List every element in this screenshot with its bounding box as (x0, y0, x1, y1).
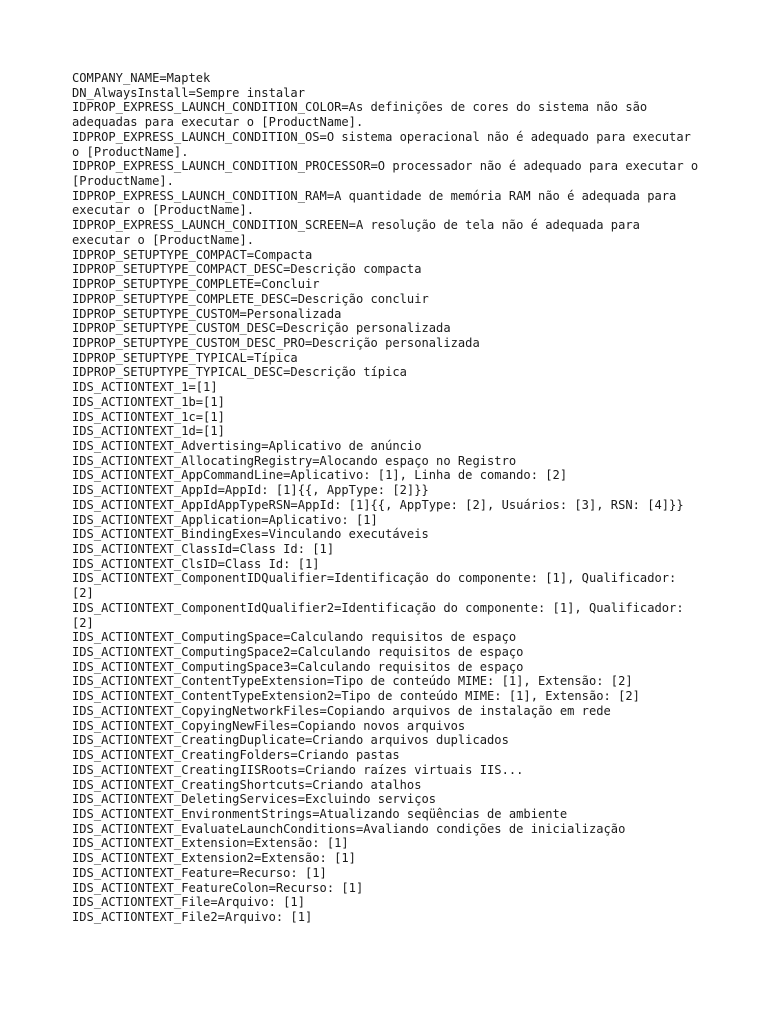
text-line: IDPROP_SETUPTYPE_COMPLETE_DESC=Descrição concluir (72, 291, 429, 306)
text-line: IDS_ACTIONTEXT_Extension=Extensão: [1] (72, 836, 349, 851)
text-line: IDS_ACTIONTEXT_CreatingFolders=Criando pastas (72, 748, 400, 763)
text-line: IDS_ACTIONTEXT_AllocatingRegistry=Alocando espaço no Registro (72, 453, 517, 468)
text-line: IDS_ACTIONTEXT_AppId=AppId: [1]{{, AppType: [2]}} (72, 483, 429, 498)
text-line: IDPROP_EXPRESS_LAUNCH_CONDITION_PROCESSOR=O processador não é adequado para executar o [ProductName]. (72, 159, 699, 189)
text-line: IDPROP_SETUPTYPE_CUSTOM=Personalizada (72, 306, 342, 321)
text-line: IDS_ACTIONTEXT_ClassId=Class Id: [1] (72, 542, 335, 556)
text-line: IDS_ACTIONTEXT_Application=Aplicativo: [1] (72, 512, 378, 527)
text-line: DN_AlwaysInstall=Sempre instalar (72, 85, 305, 100)
text-line: IDPROP_SETUPTYPE_COMPACT_DESC=Descrição compacta (72, 262, 422, 277)
text-line: IDS_ACTIONTEXT_1b=[1] (72, 394, 225, 409)
text-line: IDS_ACTIONTEXT_CreatingIISRoots=Criando raízes virtuais IIS... (72, 762, 524, 777)
text-line: IDPROP_SETUPTYPE_COMPLETE=Concluir (72, 277, 320, 292)
document-page (72, 71, 702, 925)
text-line: IDPROP_EXPRESS_LAUNCH_CONDITION_COLOR=As definições de cores do sistema não são adequadas para executar o [ProductName]. (72, 100, 648, 130)
text-line: IDS_ACTIONTEXT_AppCommandLine=Aplicativo: [1], Linha de comando: [2] (72, 468, 568, 483)
text-line: IDS_ACTIONTEXT_File=Arquivo: [1] (72, 895, 305, 910)
text-line: IDPROP_SETUPTYPE_TYPICAL=Típica (72, 350, 298, 365)
text-line: IDS_ACTIONTEXT_ComponentIDQualifier=Identificação do componente: [1], Qualificador: [2] (72, 571, 677, 601)
text-line: IDS_ACTIONTEXT_ContentTypeExtension2=Tipo de conteúdo MIME: [1], Extensão: [2] (72, 689, 640, 704)
text-line: IDS_ACTIONTEXT_1=[1] (72, 380, 218, 395)
text-line: IDS_ACTIONTEXT_CreatingShortcuts=Criando atalhos (72, 777, 422, 792)
text-line: IDS_ACTIONTEXT_BindingExes=Vinculando executáveis (72, 527, 429, 542)
text-line: IDPROP_SETUPTYPE_CUSTOM_DESC=Descrição personalizada (72, 321, 451, 336)
text-line: IDS_ACTIONTEXT_File2=Arquivo: [1] (72, 909, 313, 924)
text-line: IDS_ACTIONTEXT_Feature=Recurso: [1] (72, 865, 327, 880)
text-line: IDS_ACTIONTEXT_CopyingNewFiles=Copiando novos arquivos (72, 718, 466, 733)
text-line: IDS_ACTIONTEXT_EvaluateLaunchConditions=Avaliando condições de inicialização (72, 821, 626, 836)
text-line: IDS_ACTIONTEXT_ComponentIdQualifier2=Identificação do componente: [1], Qualificador: [2] (72, 600, 684, 630)
text-line: COMPANY_NAME=Maptek (72, 71, 211, 85)
text-line: IDS_ACTIONTEXT_ComputingSpace3=Calculando requisitos de espaço (72, 659, 524, 674)
text-line: IDS_ACTIONTEXT_DeletingServices=Excluindo serviços (72, 792, 437, 807)
text-line: IDS_ACTIONTEXT_ClsID=Class Id: [1] (72, 556, 320, 571)
text-line: IDPROP_SETUPTYPE_TYPICAL_DESC=Descrição típica (72, 365, 407, 380)
text-line: IDS_ACTIONTEXT_EnvironmentStrings=Atualizando seqüências de ambiente (72, 806, 568, 821)
text-line: IDS_ACTIONTEXT_1d=[1] (72, 424, 225, 439)
text-line: IDS_ACTIONTEXT_ComputingSpace2=Calculando requisitos de espaço (72, 645, 524, 660)
text-line: IDS_ACTIONTEXT_1c=[1] (72, 409, 225, 424)
text-line: IDPROP_SETUPTYPE_COMPACT=Compacta (72, 247, 313, 262)
text-line: IDS_ACTIONTEXT_Extension2=Extensão: [1] (72, 851, 356, 866)
text-line: IDS_ACTIONTEXT_Advertising=Aplicativo de anúncio (72, 438, 422, 453)
text-line: IDPROP_EXPRESS_LAUNCH_CONDITION_SCREEN=A resolução de tela não é adequada para executar o [ProductName]. (72, 218, 640, 247)
text-line: IDPROP_SETUPTYPE_CUSTOM_DESC_PRO=Descrição personalizada (72, 335, 480, 350)
text-line: IDS_ACTIONTEXT_CopyingNetworkFiles=Copiando arquivos de instalação em rede (72, 703, 611, 718)
text-line: IDPROP_EXPRESS_LAUNCH_CONDITION_RAM=A quantidade de memória RAM não é adequada para executar o [ProductName]. (72, 188, 677, 218)
text-line: IDS_ACTIONTEXT_FeatureColon=Recurso: [1] (72, 880, 364, 895)
text-line: IDS_ACTIONTEXT_AppIdAppTypeRSN=AppId: [1]{{, AppType: [2], Usuários: [3], RSN: [4]}} (72, 497, 684, 512)
text-line: IDS_ACTIONTEXT_ContentTypeExtension=Tipo de conteúdo MIME: [1], Extensão: [2] (72, 674, 633, 689)
text-line: IDS_ACTIONTEXT_ComputingSpace=Calculando requisitos de espaço (72, 630, 517, 645)
text-line: IDPROP_EXPRESS_LAUNCH_CONDITION_OS=O sistema operacional não é adequado para executar o [ProductName]. (72, 129, 691, 159)
text-line: IDS_ACTIONTEXT_CreatingDuplicate=Criando arquivos duplicados (72, 733, 509, 748)
